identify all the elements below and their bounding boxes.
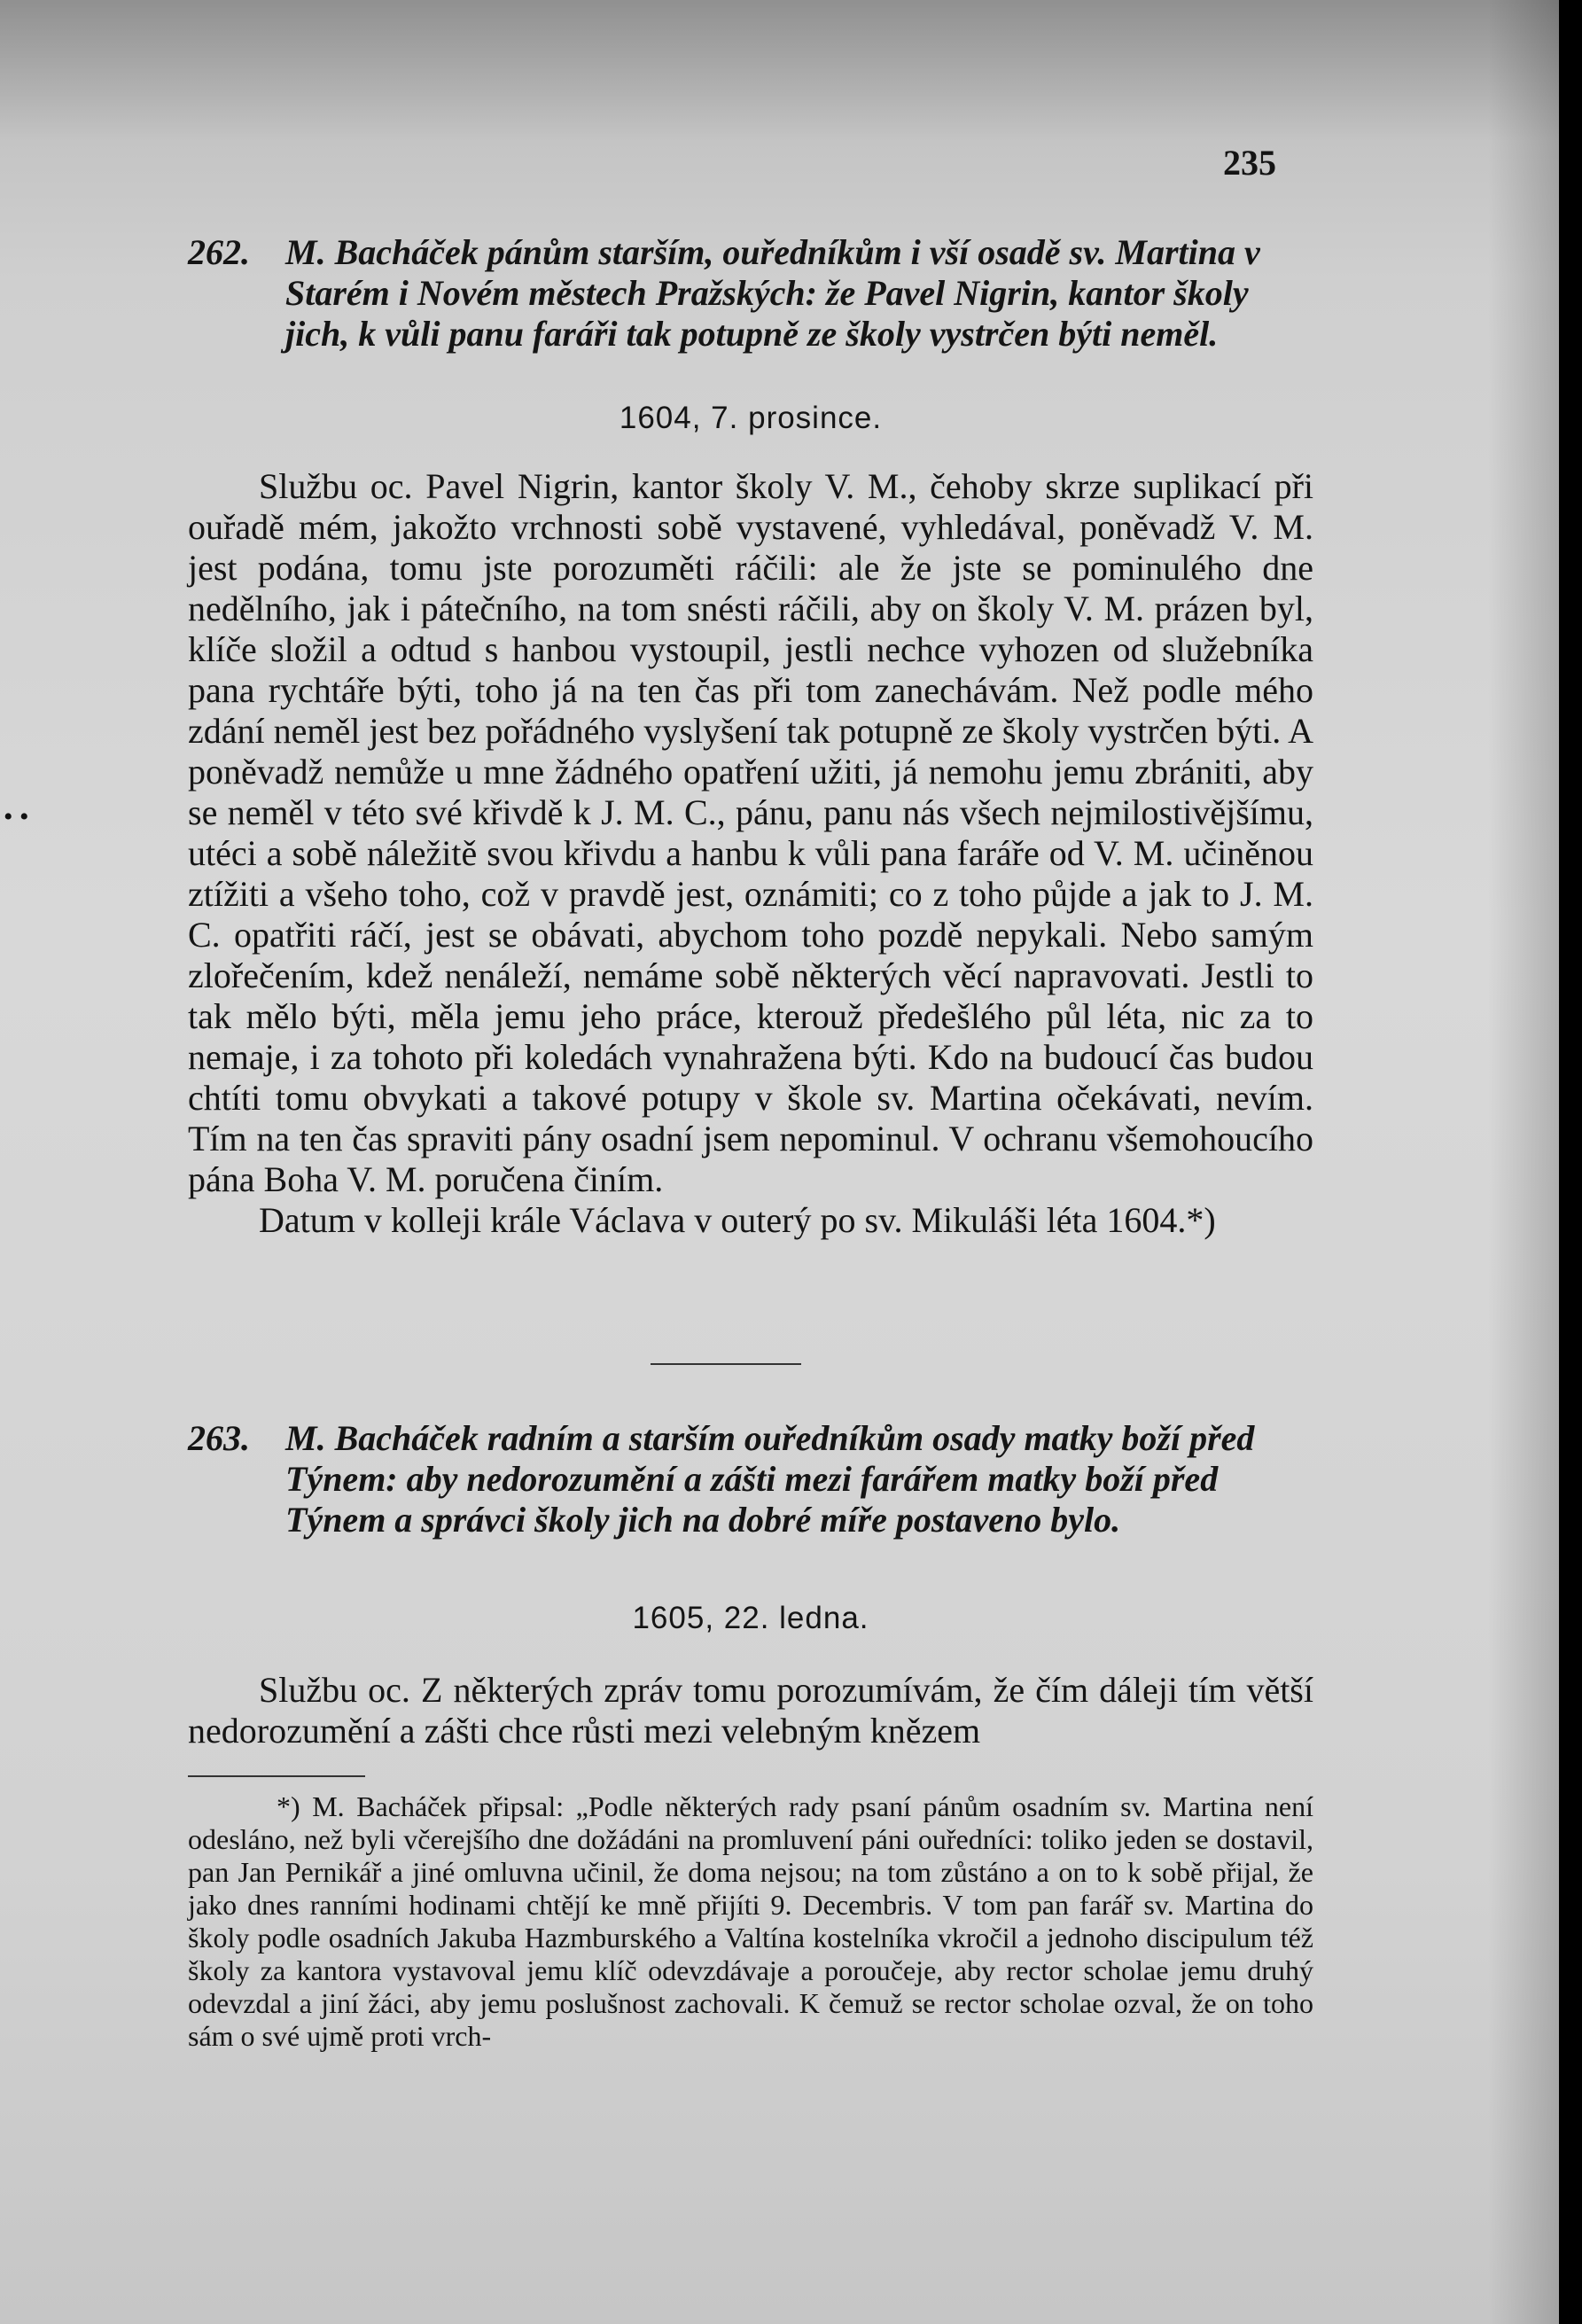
- entry-262-heading: [188, 232, 1313, 355]
- top-shadow: [0, 0, 1559, 142]
- entry-263-body-paragraph: Službu oc. Z některých zpráv tomu porozumívám, že čím dáleji tím větší nedorozumění a zášti chce růsti mezi velebným knězem: [188, 1670, 1313, 1751]
- entry-263-date: 1605, 22. ledna.: [632, 1601, 869, 1635]
- entry-262-date: 1604, 7. prosince.: [619, 401, 883, 435]
- entry-262-body: [188, 466, 1313, 1241]
- entry-262-number: 262.: [188, 232, 250, 272]
- entry-263-body: [188, 1670, 1313, 1751]
- entry-262-heading-text: M. Bacháček pánům starším, ouředníkům i vší osadě sv. Martina v Starém i Novém městech Pražských: že Pavel Nigrin, kantor školy jich, k vůli panu faráři tak potupně ze školy vystrčen býti neměl.: [285, 232, 1260, 354]
- entry-263-number: 263.: [188, 1418, 250, 1458]
- entry-262-body-paragraph: Službu oc. Pavel Nigrin, kantor školy V. M., čehoby skrze suplikací při ouřadě mém, jakožto vrchnosti sobě vystavené, vyhledával, poněvadž V. M. jest podána, tomu jste porozuměti ráčili: ale že jste se pominulého dne nedělního, jak i pátečního, na tom snésti ráčili, aby on školy V. M. prázen byl, klíče složil a odtud s hanbou vystoupil, jestli nechce vyhozen od služebníka pana rychtáře býti, toho já na ten čas při tom zanechávám. Než podle mého zdání neměl jest bez pořádného vyslyšení tak potupně ze školy vystrčen býti. A poněvadž nemůže u mne žádného opatření užiti, já nemohu jemu zbrániti, aby se neměl v této své křivdě k J. M. C., pánu, panu nás všech nejmilostivějšímu, utéci a sobě náležitě svou křivdu a hanbu k vůli pana faráře od V. M. učiněnou ztížiti a všeho toho, což v pravdě jest, oznámiti; co z toho půjde a jak to J. M. C. opatřiti ráčí, jest se obávati, abychom toho pozdě nepykali. Nebo samým zlořečením, kdež nenáleží, nemáme sobě některých věcí napravovati. Jestli to tak mělo býti, měla jemu jeho práce, kterouž předešlého půl léta, nic za to nemaje, i za tohoto při koledách vynahražena býti. Kdo na budoucí čas budou chtíti tomu obvykati a takové potupy v škole sv. Martina očekávati, nevím. Tím na ten čas spraviti pány osadní jsem nepominul. V ochranu všemohoucího pána Boha V. M. poručena činím.: [188, 466, 1313, 1199]
- page-number: 235: [1223, 143, 1276, 183]
- edge-shadow: [1488, 0, 1559, 2324]
- margin-mark: • •: [4, 802, 29, 831]
- entry-262-closing: Datum v kolleji krále Václava v outerý po sv. Mikuláši léta 1604.*): [259, 1200, 1216, 1240]
- footnote-text: *) M. Bacháček připsal: „Podle některých rady psaní pánům osadním sv. Martina není odesláno, než byli včerejšího dne dožádáni na promluvení páni ouředníci: toliko jeden se dostavil, pan Jan Pernikář a jiné omluvna učinil, že doma nejsou; na tom zůstáno a on to k sobě přijal, že jako dnes ranními hodinami chtějí ke mně přijíti 9. Decembris. V tom pan farář sv. Martina do školy podle osadních Jakuba Hazmburského a Valtína kostelníka vkročil a jednoho discipulum též školy za kantora vystavoval jemu klíč odevzdávaje a poroučeje, aby rector scholae jemu druhý odevzdal a jiní žáci, aby jemu poslušnost zachovali. K čemuž se rector scholae ozval, že on toho sám o své ujmě proti vrch-: [188, 1790, 1313, 2052]
- footnote-divider: [188, 1775, 365, 1777]
- section-divider: [651, 1363, 801, 1365]
- footnote: [188, 1790, 1313, 2053]
- entry-263-heading: [188, 1418, 1313, 1540]
- entry-263-heading-text: M. Bacháček radním a starším ouředníkům osady matky boží před Týnem: aby nedorozumění a zášti mezi farářem matky boží před Týnem a správci školy jich na dobré míře postaveno bylo.: [285, 1418, 1255, 1540]
